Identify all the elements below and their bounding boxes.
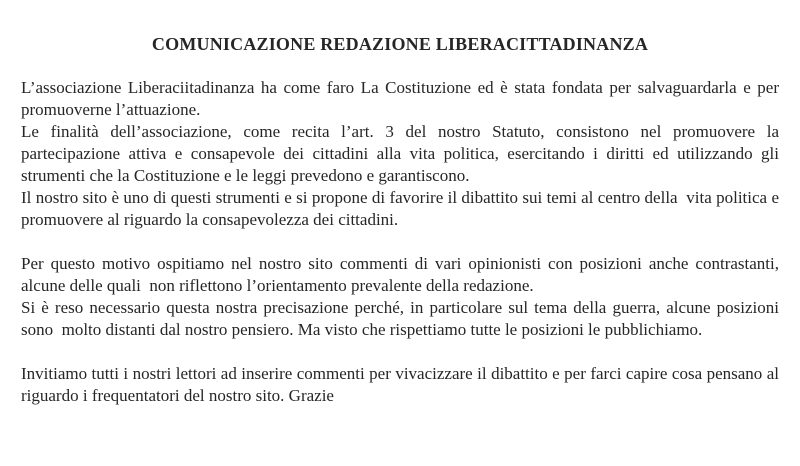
paragraph: Invitiamo tutti i nostri lettori ad inserire commenti per vivacizzare il dibattito e per farci capire cosa pensano al riguardo i frequentatori del nostro sito. Grazie [21, 364, 784, 405]
document-title: COMUNICAZIONE REDAZIONE LIBERACITTADINANZA [151, 34, 649, 54]
paragraph: Si è reso necessario questa nostra precisazione perché, in particolare sul tema della guerra, alcune posizioni sono molto distanti dal nostro pensiero. Ma visto che rispettiamo tutte le posizioni le pubblichiamo. [21, 298, 784, 339]
paragraph-group-invitation [21, 363, 784, 407]
paragraph: Per questo motivo ospitiamo nel nostro sito commenti di vari opinionisti con posizioni anche contrastanti, alcune delle quali non riflettono l’orientamento prevalente della redazione. [21, 254, 784, 295]
paragraph: Le finalità dell’associazione, come recita l’art. 3 del nostro Statuto, consistono nel promuovere la partecipazione attiva e consapevole dei cittadini alla vita politica, esercitando i diritti ed utilizzando gli strumenti che la Costituzione e le leggi prevedono e garantiscono. [21, 122, 784, 185]
paragraph: L’associazione Liberaciitadinanza ha come faro La Costituzione ed è stata fondata per salvaguardarla e per promuoverne l’attuazione. [21, 78, 784, 119]
blank-line [21, 231, 779, 253]
paragraph: Il nostro sito è uno di questi strumenti e si propone di favorire il dibattito sui temi al centro della vita politica e promuovere al riguardo la consapevolezza dei cittadini. [21, 188, 784, 229]
blank-line [21, 341, 779, 363]
paragraph-group-positions [21, 253, 784, 341]
paragraph-group-intro [21, 77, 784, 231]
